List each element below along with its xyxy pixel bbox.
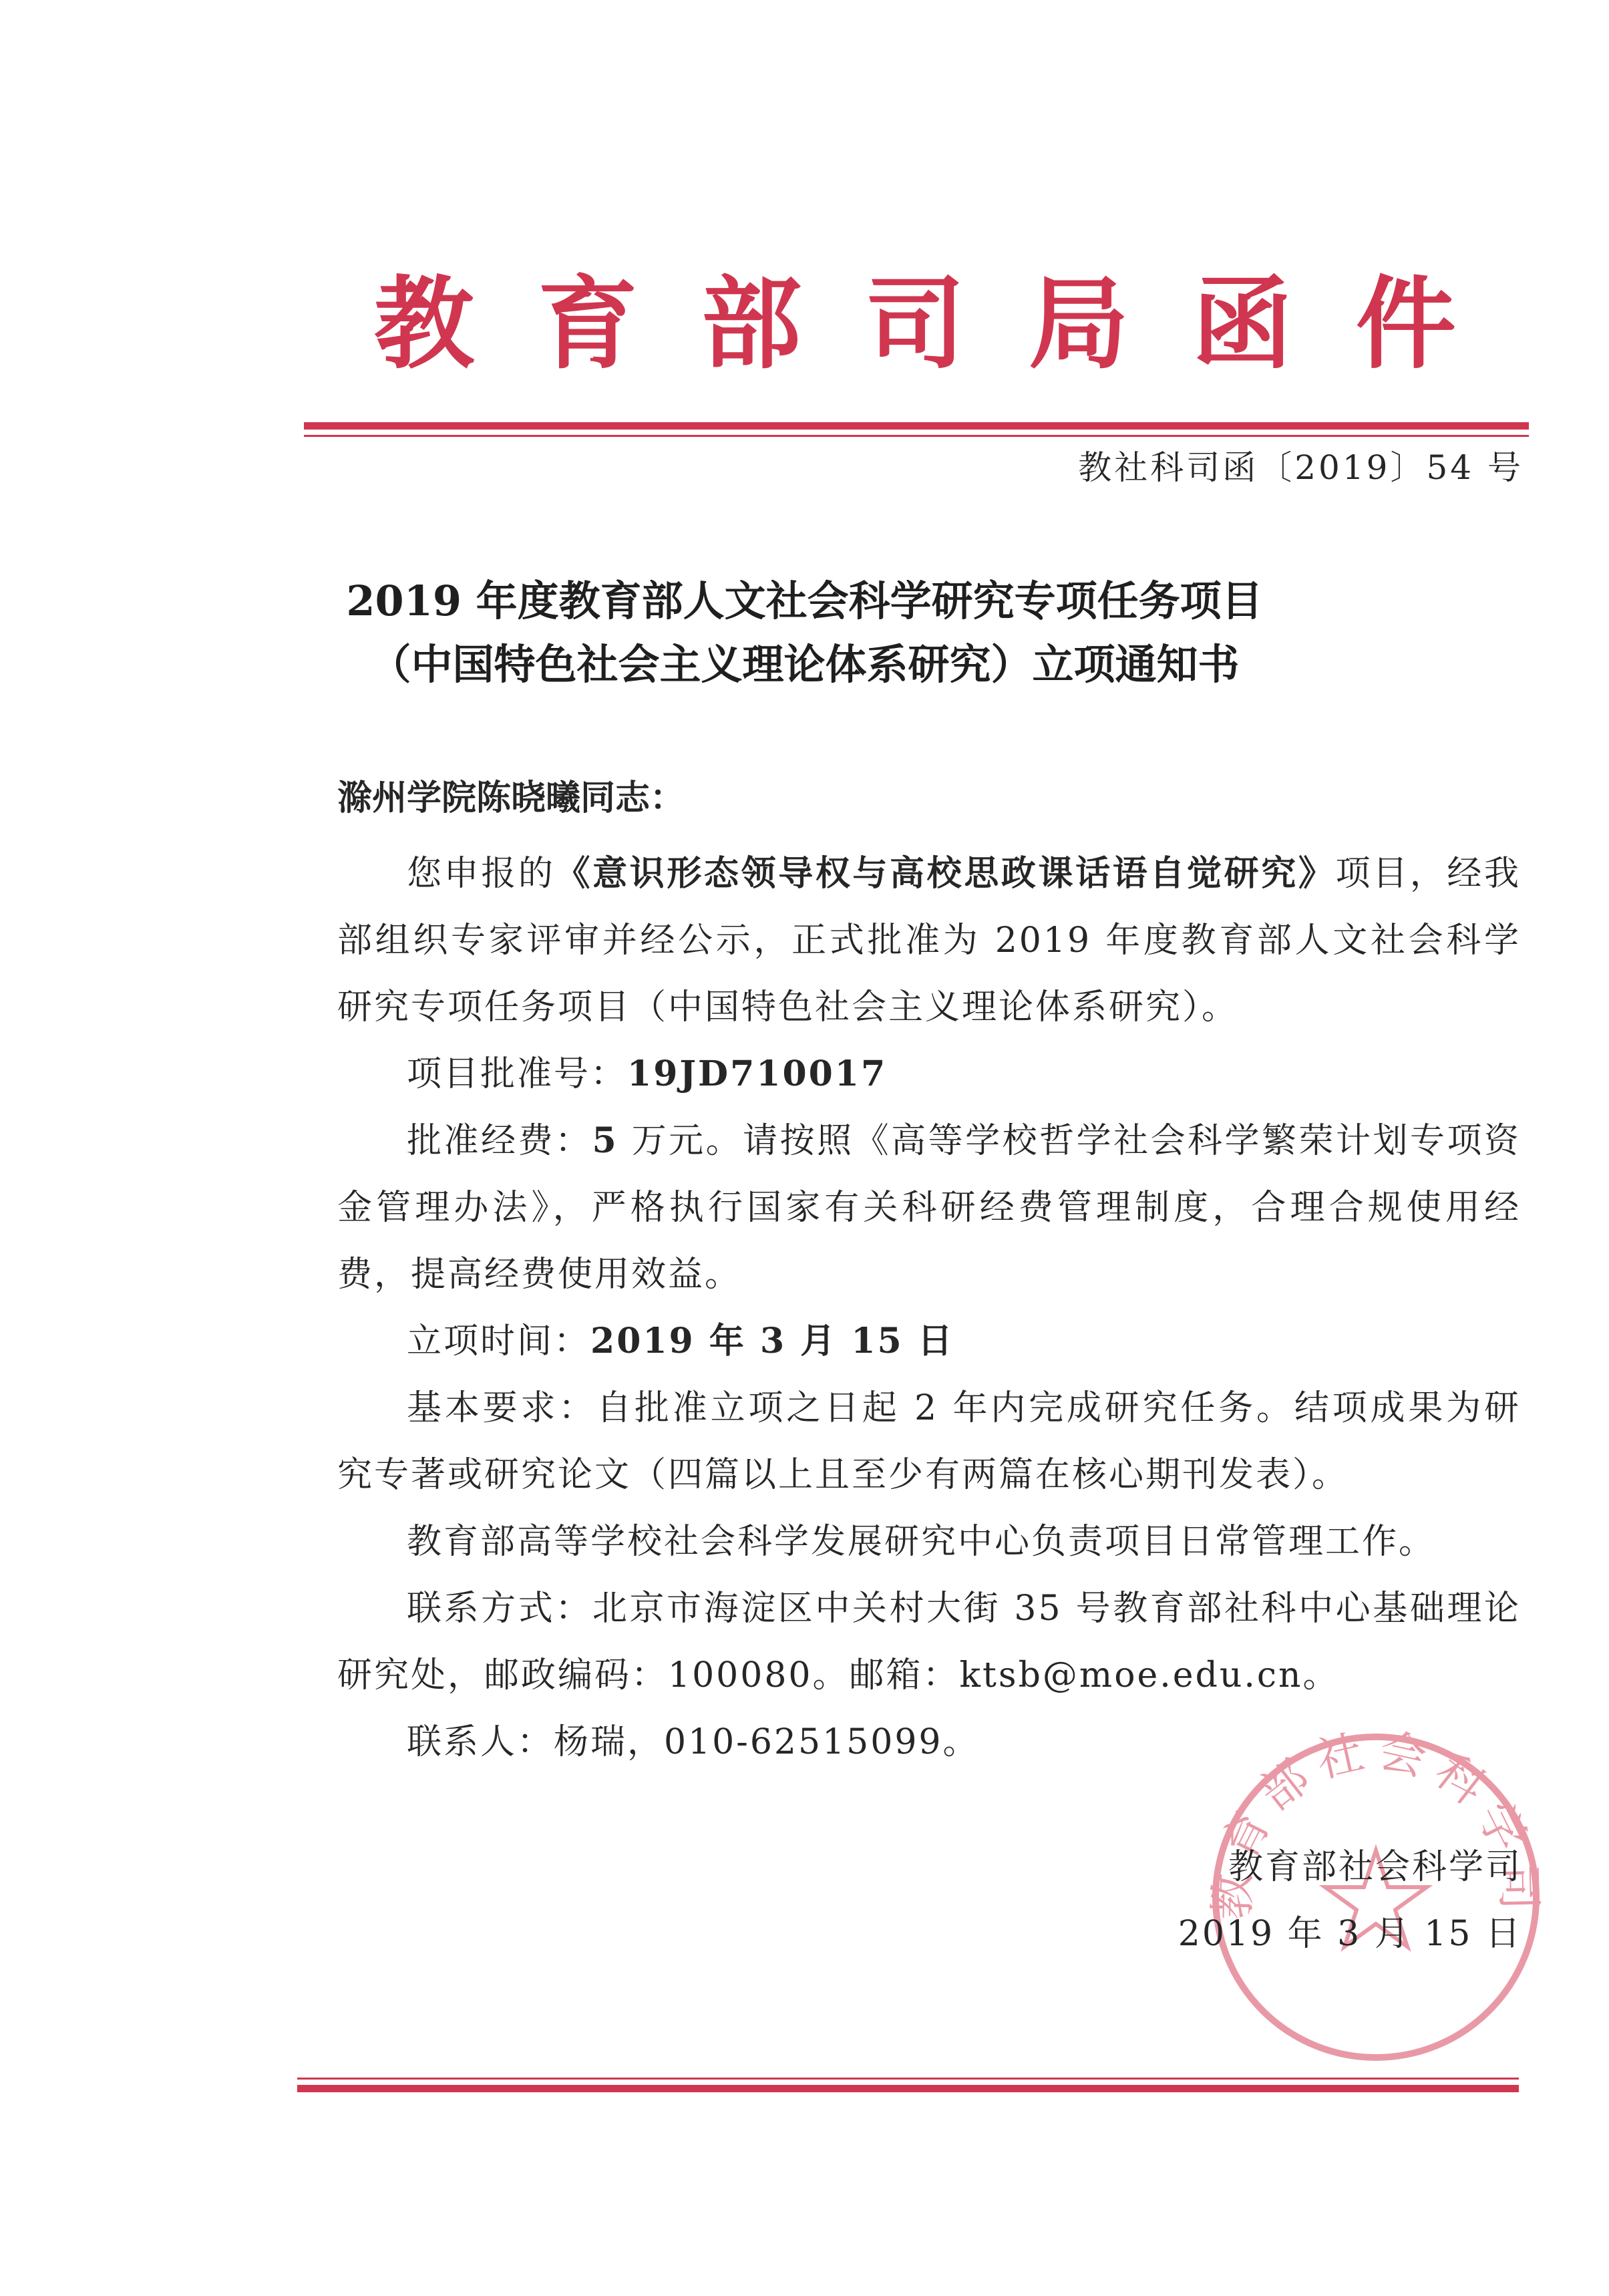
letterhead-char: 教 bbox=[374, 265, 475, 383]
letterhead-char: 函 bbox=[1192, 265, 1292, 383]
official-seal bbox=[1202, 1724, 1550, 2071]
funding-rest: 万元。请按照《高等学校哲学社会科学繁荣计划专项资金管理办法》，严格执行国家有关科研经费管理制度，合理合规使用经费，提高经费使用效益。 bbox=[337, 1121, 1521, 1295]
paragraph-contact-method: 联系方式：北京市海淀区中关村大街 35 号教育部社科中心基础理论研究处，邮政编码：100080。邮箱：ktsb@moe.edu.cn。 bbox=[337, 1589, 1521, 1695]
letterhead-divider bbox=[304, 422, 1529, 437]
paragraph-date bbox=[337, 1308, 1521, 1375]
approval-date: 2019 年 3 月 15 日 bbox=[590, 1321, 954, 1361]
document-number: 教社科司函〔2019〕54 号 bbox=[1078, 448, 1524, 487]
letterhead-char: 育 bbox=[537, 265, 638, 383]
intro-rest: 项目，经我部组织专家评审并经公示，正式批准为 2019 年度教育部人文社会科学研究专项任务项目（中国特色社会主义理论体系研究）。 bbox=[337, 854, 1521, 1027]
paragraph-requirements: 基本要求：自批准立项之日起 2 年内完成研究任务。结项成果为研究专著或研究论文（四篇以上且至少有两篇在核心期刊发表）。 bbox=[337, 1388, 1521, 1495]
funding-label: 批准经费： bbox=[407, 1121, 592, 1161]
approval-number: 19JD710017 bbox=[627, 1053, 888, 1094]
letterhead-title bbox=[374, 267, 1456, 381]
footer-divider bbox=[297, 2078, 1519, 2092]
signature-date: 2019 年 3 月 15 日 bbox=[1178, 1914, 1522, 1954]
letterhead-char: 件 bbox=[1355, 265, 1456, 383]
seal-text: 教育部社会科学司 bbox=[1205, 1724, 1547, 1921]
paragraph-intro bbox=[337, 840, 1521, 1041]
letterhead-char: 部 bbox=[701, 265, 801, 383]
intro-prefix: 您申报的 bbox=[407, 854, 556, 894]
signature-org: 教育部社会科学司 bbox=[1228, 1847, 1522, 1887]
approval-number-label: 项目批准号： bbox=[407, 1054, 628, 1094]
paragraph-contact-person: 联系人：杨瑞，010-62515099。 bbox=[407, 1722, 980, 1762]
notice-title-line1: 2019 年度教育部人文社会科学研究专项任务项目 bbox=[346, 577, 1263, 625]
letterhead-char: 局 bbox=[1028, 265, 1129, 383]
project-name: 《意识形态领导权与高校思政课话语自觉研究》 bbox=[555, 853, 1336, 894]
paragraph-funding bbox=[337, 1108, 1521, 1308]
salutation: 滁州学院陈晓曦同志： bbox=[337, 778, 685, 818]
letterhead-char: 司 bbox=[864, 265, 965, 383]
funding-amount: 5 bbox=[592, 1120, 618, 1161]
notice-title-line2: （中国特色社会主义理论体系研究）立项通知书 bbox=[369, 640, 1240, 689]
date-label: 立项时间： bbox=[407, 1321, 591, 1361]
paragraph-approval-number bbox=[337, 1041, 1521, 1108]
paragraph-management: 教育部高等学校社会科学发展研究中心负责项目日常管理工作。 bbox=[407, 1522, 1436, 1562]
